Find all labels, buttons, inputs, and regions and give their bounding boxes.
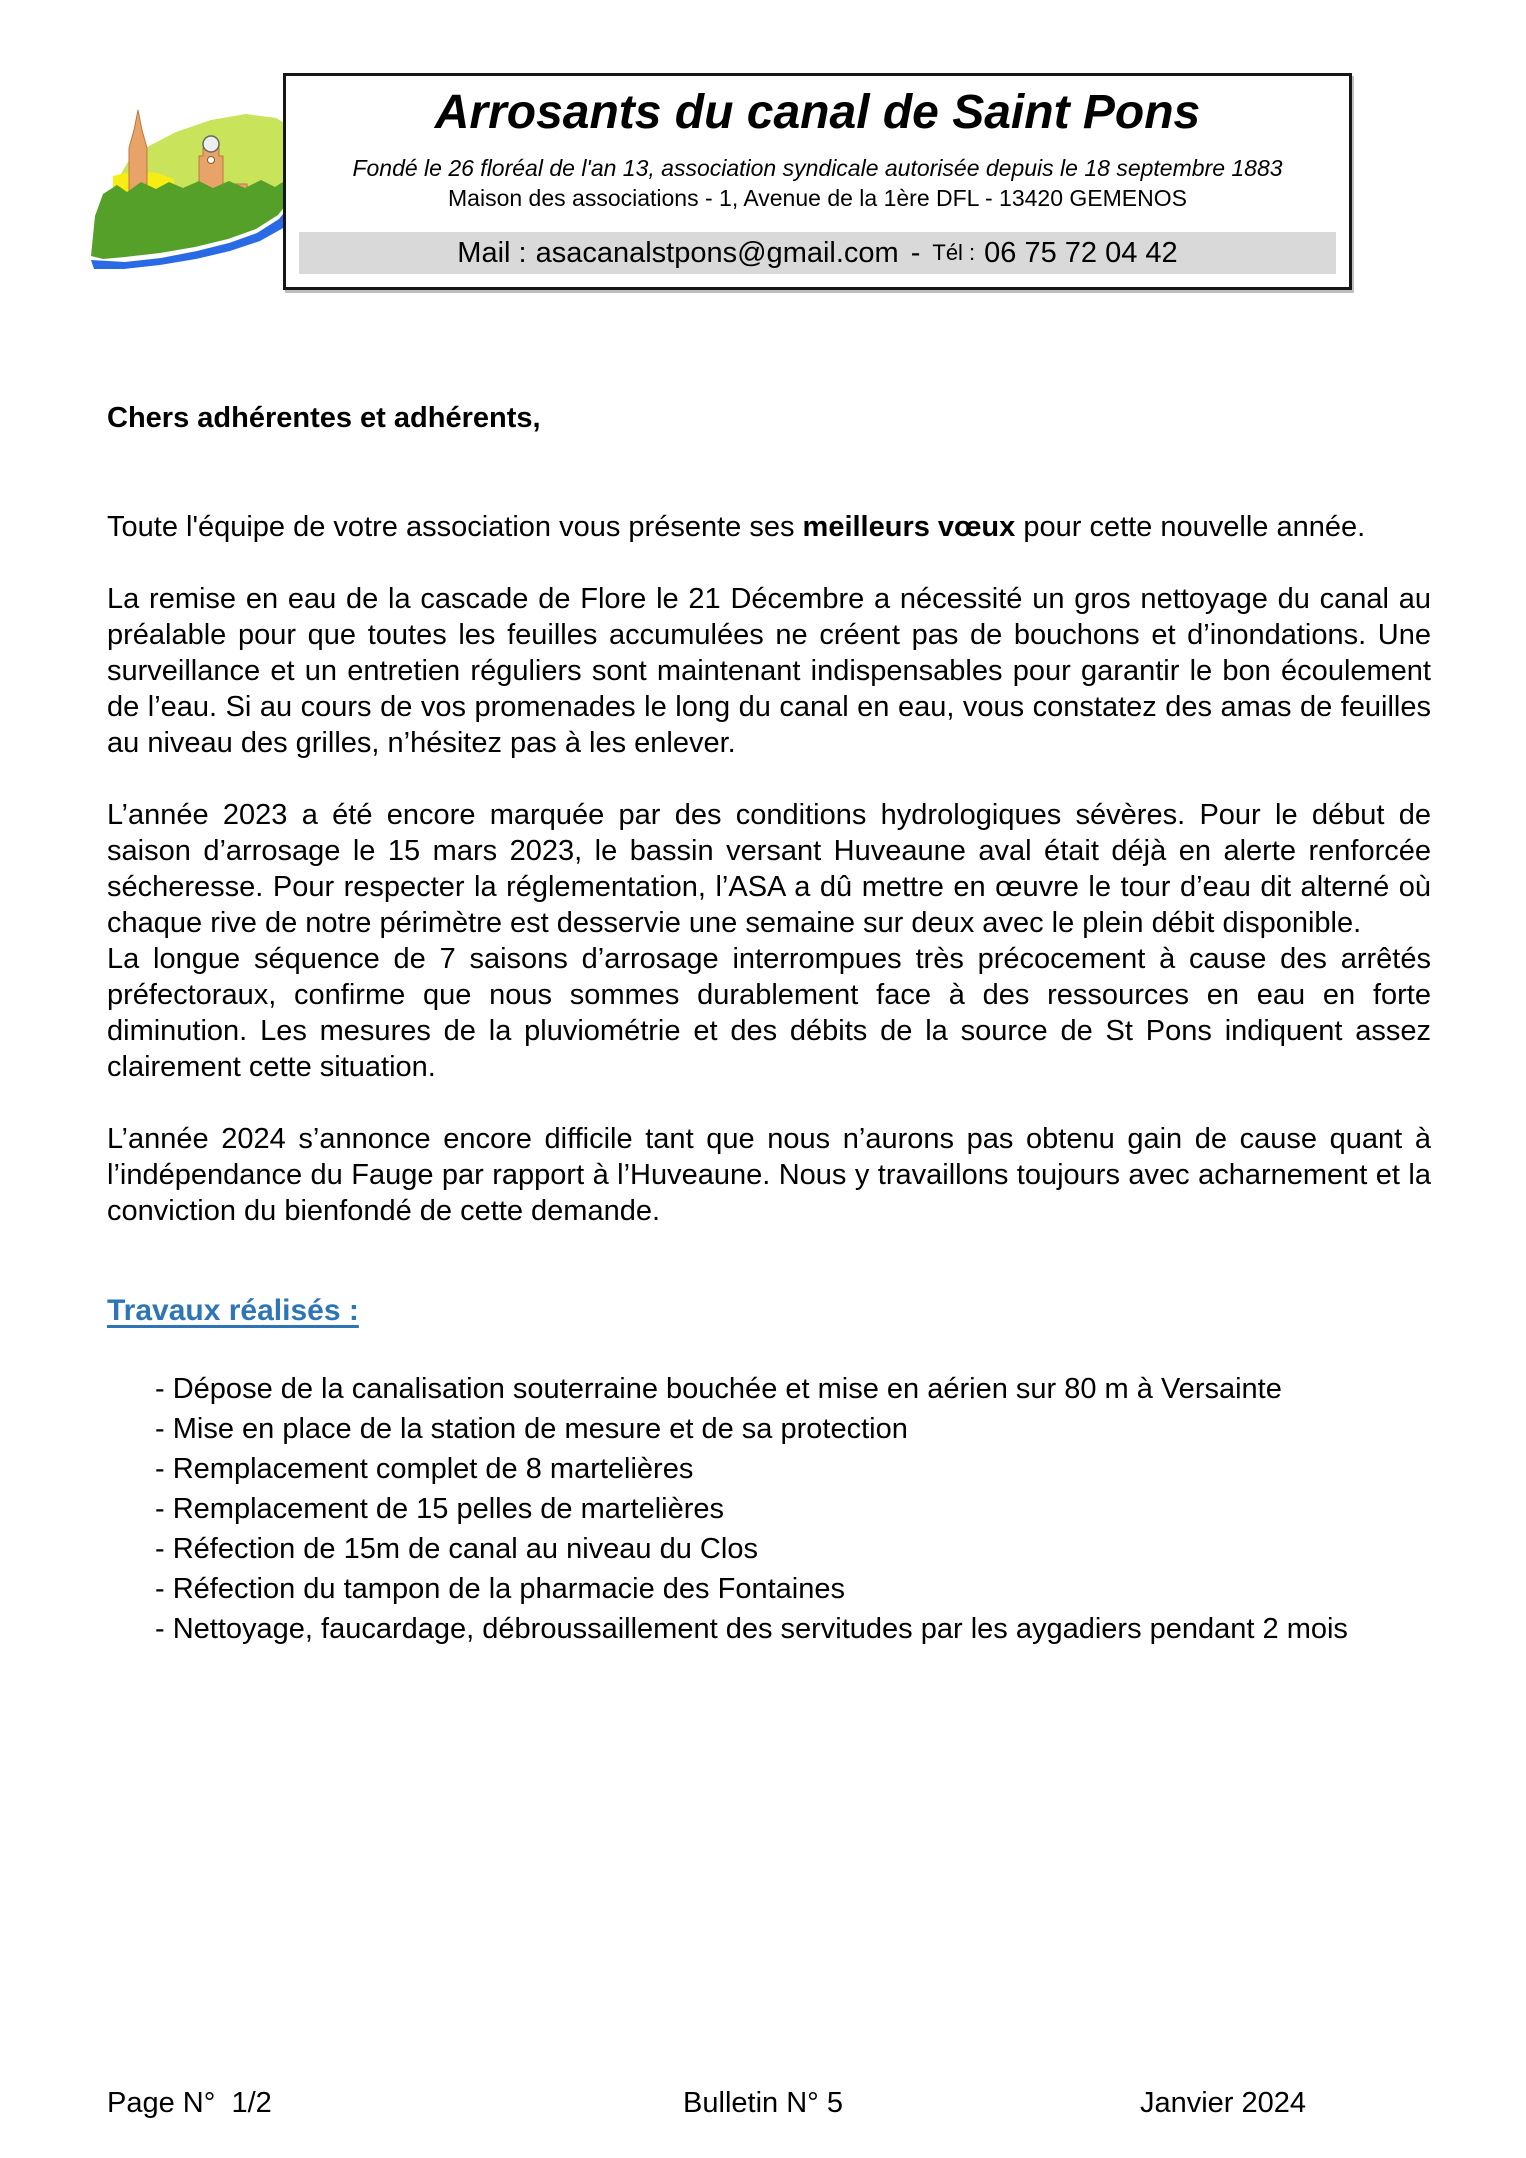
work-item: [131, 1489, 1431, 1529]
page-footer: [0, 2086, 1526, 2120]
footer-page-number: Page N° 1/2: [107, 2087, 272, 2119]
work-item-dash: -: [155, 1533, 165, 1565]
work-item: [131, 1409, 1431, 1449]
paragraph-cascade: La remise en eau de la cascade de Flore le 21 Décembre a nécessité un gros nettoyage du canal au préalable pour que toutes les feuilles accumulées ne créent pas de bouchons et d’inondations. Une surveillance et un entretien réguliers sont maintenant indispensables pour garantir le bon écoulement de l’eau. Si au cours de vos promenades le long du canal en eau, vous constatez des amas de feuilles au niveau des grilles, n’hésitez pas à les enlever.: [107, 583, 1431, 759]
work-item: [131, 1449, 1431, 1489]
footer-date: Janvier 2024: [1139, 2087, 1306, 2119]
paragraph-2024: L’année 2024 s’annonce encore difficile tant que nous n’aurons pas obtenu gain de cause quant à l’indépendance du Fauge par rapport à l’Huveaune. Nous y travaillons toujours avec acharnement et la conviction du bienfondé de cette demande.: [107, 1123, 1431, 1227]
work-item-label: Remplacement complet de 8 martelières: [172, 1453, 694, 1485]
work-item-dash: -: [155, 1373, 165, 1405]
contact-separator: -: [910, 236, 921, 269]
work-item: [131, 1529, 1431, 1569]
paragraph-wishes-before: Toute l'équipe de votre association vous présente ses: [107, 511, 803, 543]
work-item-label: Nettoyage, faucardage, débroussaillement des servitudes par les aygadiers pendant 2 mois: [172, 1613, 1348, 1645]
work-item-dash: -: [155, 1413, 165, 1445]
paragraph-2023-part1: L’année 2023 a été encore marquée par des conditions hydrologiques sévères. Pour le début de saison d’arrosage le 15 mars 2023, le bassin versant Huveaune aval était déjà en alerte renforcée sécheresse. Pour respecter la réglementation, l’ASA a dû mettre en œuvre le tour d’eau dit alterné où chaque rive de notre périmètre est desservie une semaine sur deux avec le plein débit disponible.: [107, 799, 1431, 939]
letter-body: [107, 509, 1431, 1649]
works-heading: Travaux réalisés :: [107, 1294, 359, 1327]
paragraph-2023-part2: La longue séquence de 7 saisons d’arrosage interrompues très précocement à cause des arrêtés préfectoraux, confirme que nous sommes durablement face à des ressources en eau en forte diminution. Les mesures de la pluviométrie et des débits de la source de St Pons indiquent assez clairement cette situation.: [107, 943, 1431, 1083]
work-item-label: Mise en place de la station de mesure et de sa protection: [172, 1413, 908, 1445]
work-item: [131, 1569, 1431, 1609]
email-address: asacanalstpons@gmail.com: [535, 236, 899, 269]
association-title: Arrosants du canal de Saint Pons: [434, 86, 1201, 139]
association-header-box: [283, 73, 1352, 290]
work-item-label: Remplacement de 15 pelles de martelières: [172, 1493, 725, 1525]
village-landscape-logo: [60, 88, 312, 270]
mail-label: Mail :: [457, 236, 527, 269]
tel-label: Tél :: [932, 240, 976, 265]
founding-line: Fondé le 26 floréal de l'an 13, association syndicale autorisée depuis le 18 septembre 1883: [352, 155, 1283, 181]
logo-tower-dome: [203, 136, 219, 152]
work-item-dash: -: [155, 1573, 165, 1605]
phone-number: 06 75 72 04 42: [984, 236, 1178, 269]
work-item-dash: -: [155, 1453, 165, 1485]
work-item: [131, 1369, 1431, 1409]
paragraph-wishes: [107, 509, 1431, 545]
work-item-dash: -: [155, 1493, 165, 1525]
work-item: [131, 1609, 1431, 1649]
footer-bulletin-number: Bulletin N° 5: [683, 2087, 843, 2119]
works-list: [107, 1369, 1431, 1649]
paragraph-wishes-after: pour cette nouvelle année.: [1015, 511, 1366, 543]
work-item-label: Réfection du tampon de la pharmacie des Fontaines: [172, 1573, 845, 1605]
logo-tower-clock: [208, 157, 215, 164]
paragraph-2023: [107, 797, 1431, 1085]
work-item-dash: -: [155, 1613, 165, 1645]
contact-bar: [299, 232, 1336, 274]
address-line: Maison des associations - 1, Avenue de la 1ère DFL - 13420 GEMENOS: [448, 185, 1187, 211]
paragraph-wishes-bold: meilleurs vœux: [802, 511, 1016, 543]
work-item-label: Dépose de la canalisation souterraine bouchée et mise en aérien sur 80 m à Versainte: [172, 1373, 1282, 1405]
salutation: Chers adhérentes et adhérents,: [107, 402, 541, 434]
work-item-label: Réfection de 15m de canal au niveau du Clos: [172, 1533, 758, 1565]
